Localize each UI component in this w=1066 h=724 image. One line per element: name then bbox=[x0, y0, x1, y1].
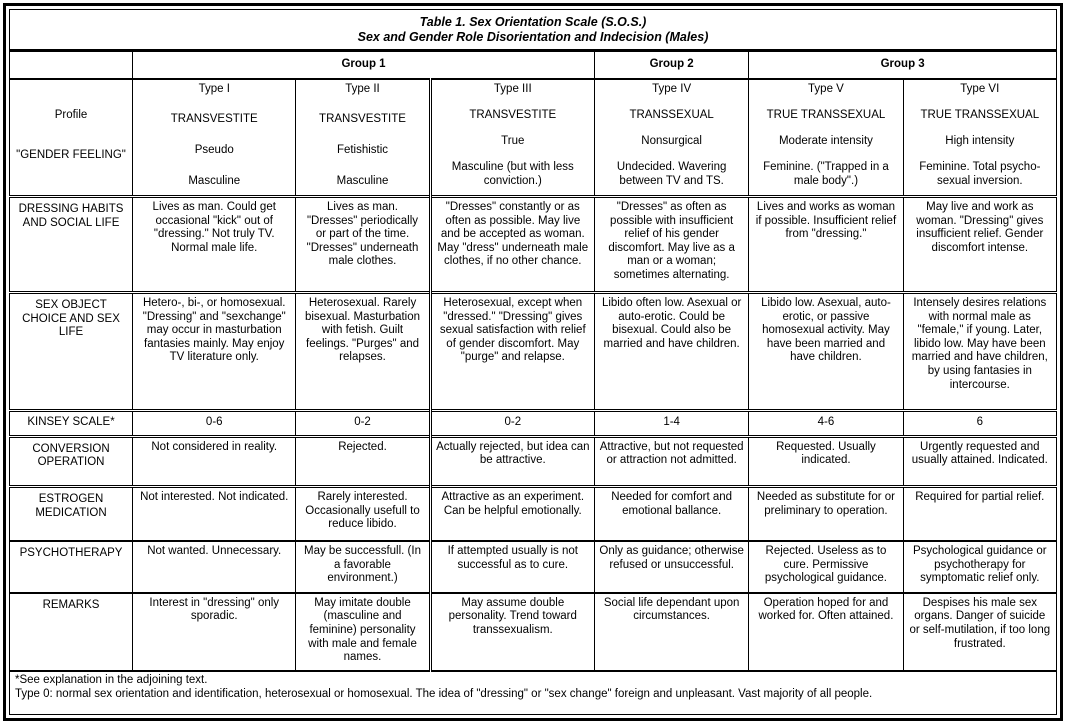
data-cell: 0-6 bbox=[133, 410, 296, 436]
title-row bbox=[10, 10, 1057, 51]
table-title-cell bbox=[10, 10, 1057, 51]
table-title-line2: Sex and Gender Role Disorientation and Indecision (Males) bbox=[357, 29, 709, 44]
type-feeling: Masculine (but with less conviction.) bbox=[451, 161, 574, 188]
type-number: Type VI bbox=[960, 82, 1000, 95]
row-label: REMARKS bbox=[10, 593, 133, 671]
data-cell: 6 bbox=[903, 410, 1056, 436]
type-name: TRANSVESTITE bbox=[170, 113, 258, 126]
type6-header-cell bbox=[903, 79, 1056, 197]
profile-label: Profile bbox=[54, 109, 88, 122]
type-number: Type I bbox=[198, 82, 230, 95]
data-cell: Heterosexual. Rarely bisexual. Masturbation with fetish. Guilt feelings. "Purges" and relapses. bbox=[296, 293, 430, 411]
psychotherapy-row bbox=[10, 541, 1057, 593]
row-label: ESTROGEN MEDICATION bbox=[10, 487, 133, 542]
data-cell: Not wanted. Unnecessary. bbox=[133, 541, 296, 593]
type2-header-cell bbox=[296, 79, 430, 197]
type-feeling: Feminine. ("Trapped in a male body".) bbox=[763, 161, 889, 188]
footnote-row bbox=[10, 671, 1057, 714]
footnote-cell bbox=[10, 671, 1057, 714]
table-title-line1: Table 1. Sex Orientation Scale (S.O.S.) bbox=[419, 14, 647, 29]
data-cell: Lives as man. Could get occasional "kick" out of "dressing." Not truly TV. Normal male life. bbox=[133, 197, 296, 293]
data-cell: If attempted usually is not successful as to cure. bbox=[430, 541, 594, 593]
group3-header: Group 3 bbox=[749, 51, 1057, 79]
data-cell: Not interested. Not indicated. bbox=[133, 487, 296, 542]
data-cell: Only as guidance; otherwise refused or unsuccessful. bbox=[594, 541, 748, 593]
type-subtype: Fetishistic bbox=[336, 144, 389, 157]
type5-header-cell bbox=[749, 79, 903, 197]
type-subtype: True bbox=[501, 135, 525, 148]
footnote-line1: *See explanation in the adjoining text. bbox=[15, 674, 208, 687]
data-cell: Social life dependant upon circumstances. bbox=[594, 593, 748, 671]
data-cell: 1-4 bbox=[594, 410, 748, 436]
row-label: CONVERSION OPERATION bbox=[10, 436, 133, 487]
kinsey-scale-row bbox=[10, 410, 1057, 436]
data-cell: 0-2 bbox=[296, 410, 430, 436]
data-cell: May imitate double (masculine and feminine) personality with male and female names. bbox=[296, 593, 430, 671]
row-label: PSYCHOTHERAPY bbox=[10, 541, 133, 593]
type-name: TRUE TRANSSEXUAL bbox=[920, 108, 1040, 121]
profile-header-row bbox=[10, 79, 1057, 197]
type4-header-cell bbox=[594, 79, 748, 197]
group2-header: Group 2 bbox=[594, 51, 748, 79]
footnote-line2: Type 0: normal sex orientation and identification, heterosexual or homosexual. The idea of "dressing" or "sex change" foreign and unpleasant. Vast majority of all people. bbox=[15, 687, 873, 700]
row-label: KINSEY SCALE* bbox=[10, 410, 133, 436]
data-cell: Libido often low. Asexual or auto-erotic. Could be bisexual. Could also be married and have children. bbox=[594, 293, 748, 411]
data-cell: "Dresses" as often as possible with insufficient relief of his gender discomfort. May live as a man or a woman; sometimes alternating. bbox=[594, 197, 748, 293]
type-feeling: Masculine bbox=[336, 175, 389, 188]
type3-header-cell bbox=[430, 79, 594, 197]
type-name: TRANSVESTITE bbox=[319, 113, 406, 126]
gender-feeling-label: "GENDER FEELING" bbox=[16, 148, 126, 161]
group1-header: Group 1 bbox=[133, 51, 595, 79]
type-subtype: Pseudo bbox=[194, 144, 234, 157]
data-cell: Attractive, but not requested or attraction not admitted. bbox=[594, 436, 748, 487]
type-feeling: Undecided. Wavering between TV and TS. bbox=[616, 161, 727, 188]
data-cell: Lives and works as woman if possible. Insufficient relief from "dressing." bbox=[749, 197, 903, 293]
estrogen-medication-row bbox=[10, 487, 1057, 542]
type-name: TRANSVESTITE bbox=[469, 108, 557, 121]
data-cell: May live and work as woman. "Dressing" gives insufficient relief. Gender discomfort intense. bbox=[903, 197, 1056, 293]
data-cell: Libido low. Asexual, auto-erotic, or passive homosexual activity. May have been married and have children. bbox=[749, 293, 903, 411]
type-number: Type IV bbox=[652, 82, 692, 95]
type-subtype: Moderate intensity bbox=[778, 135, 873, 148]
data-cell: Intensely desires relations with normal male as "female," if young. Later, libido low. May have been married and have children, by using fantasies in intercourse. bbox=[903, 293, 1056, 411]
type1-header-cell bbox=[133, 79, 296, 197]
type-number: Type II bbox=[345, 82, 380, 95]
data-cell: "Dresses" constantly or as often as possible. May live and be accepted as woman. May "dress" underneath male clothes, if no other chance. bbox=[430, 197, 594, 293]
data-cell: Requested. Usually indicated. bbox=[749, 436, 903, 487]
data-cell: Despises his male sex organs. Danger of suicide or self-mutilation, if too long frustrated. bbox=[903, 593, 1056, 671]
data-cell: Needed for comfort and emotional ballance. bbox=[594, 487, 748, 542]
sex-orientation-scale-table bbox=[9, 9, 1057, 715]
row-label: SEX OBJECT CHOICE AND SEX LIFE bbox=[10, 293, 133, 411]
data-cell: May be successfull. (In a favorable environment.) bbox=[296, 541, 430, 593]
data-cell: Urgently requested and usually attained. Indicated. bbox=[903, 436, 1056, 487]
data-cell: Operation hoped for and worked for. Often attained. bbox=[749, 593, 903, 671]
type-name: TRUE TRANSSEXUAL bbox=[766, 108, 886, 121]
type-feeling: Feminine. Total psycho-sexual inversion. bbox=[919, 161, 1041, 188]
data-cell: Required for partial relief. bbox=[903, 487, 1056, 542]
type-subtype: High intensity bbox=[945, 135, 1015, 148]
data-cell: Rejected. Useless as to cure. Permissive psychological guidance. bbox=[749, 541, 903, 593]
data-cell: 0-2 bbox=[430, 410, 594, 436]
corner-cell bbox=[10, 51, 133, 79]
row-label: DRESSING HABITS AND SOCIAL LIFE bbox=[10, 197, 133, 293]
data-cell: Heterosexual, except when "dressed." "Dressing" gives sexual satisfaction with relief of gender discomfort. May "purge" and relapse. bbox=[430, 293, 594, 411]
remarks-row bbox=[10, 593, 1057, 671]
type-feeling: Masculine bbox=[188, 175, 241, 188]
type-name: TRANSSEXUAL bbox=[629, 108, 714, 121]
type-subtype: Nonsurgical bbox=[641, 135, 702, 148]
data-cell: Needed as substitute for or preliminary to operation. bbox=[749, 487, 903, 542]
profile-label-cell bbox=[10, 79, 133, 197]
type-number: Type III bbox=[493, 82, 532, 95]
group-header-row bbox=[10, 51, 1057, 79]
data-cell: Rejected. bbox=[296, 436, 430, 487]
data-cell: Interest in "dressing" only sporadic. bbox=[133, 593, 296, 671]
table-outer-frame bbox=[3, 3, 1063, 721]
data-cell: Rarely interested. Occasionally usefull to reduce libido. bbox=[296, 487, 430, 542]
data-cell: Attractive as an experiment. Can be helpful emotionally. bbox=[430, 487, 594, 542]
sex-object-choice-row bbox=[10, 293, 1057, 411]
dressing-habits-row bbox=[10, 197, 1057, 293]
data-cell: Psychological guidance or psychotherapy for symptomatic relief only. bbox=[903, 541, 1056, 593]
conversion-operation-row bbox=[10, 436, 1057, 487]
type-number: Type V bbox=[808, 82, 844, 95]
data-cell: Actually rejected, but idea can be attractive. bbox=[430, 436, 594, 487]
data-cell: 4-6 bbox=[749, 410, 903, 436]
data-cell: Lives as man. "Dresses" periodically or part of the time. "Dresses" underneath male clothes. bbox=[296, 197, 430, 293]
data-cell: May assume double personality. Trend toward transsexualism. bbox=[430, 593, 594, 671]
data-cell: Not considered in reality. bbox=[133, 436, 296, 487]
data-cell: Hetero-, bi-, or homosexual. "Dressing" and "sexchange" may occur in masturbation fantasies mainly. May enjoy TV literature only. bbox=[133, 293, 296, 411]
